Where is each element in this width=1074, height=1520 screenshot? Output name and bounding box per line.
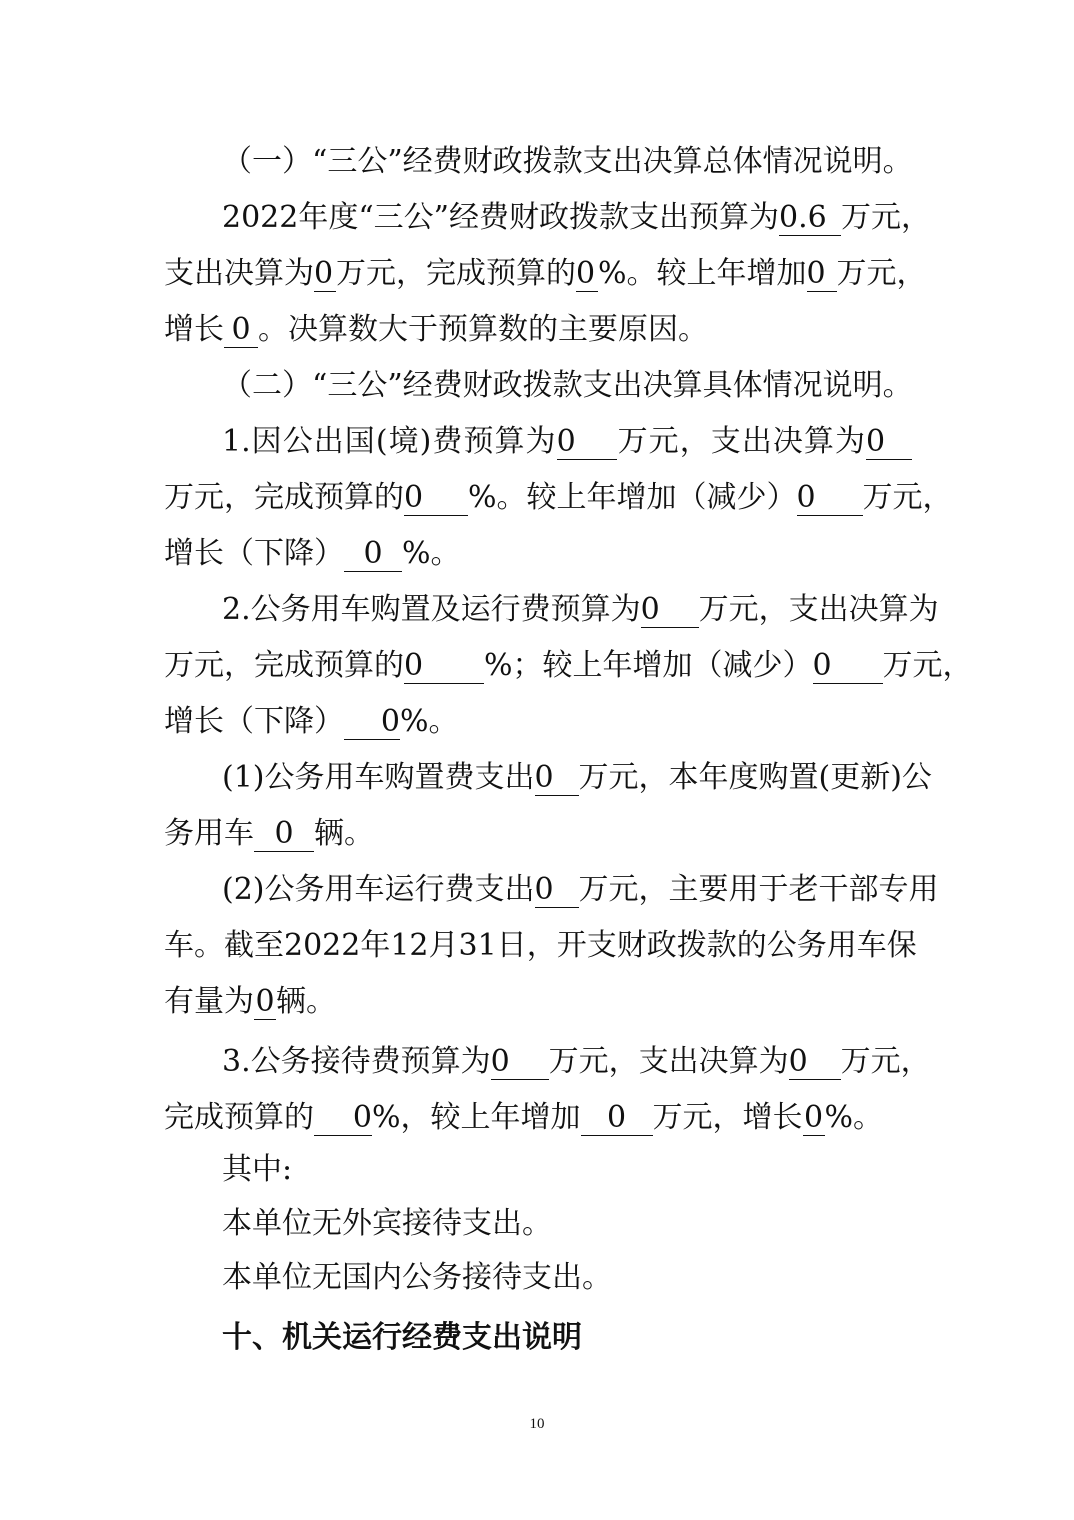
item-1-pct: 0: [404, 481, 468, 516]
notes-foreign: 本单位无外宾接待支出。: [222, 1206, 552, 1241]
section-10-heading: 十、机关运行经费支出说明: [222, 1320, 582, 1355]
item-2-line-3: 增长（下降） 0%。: [164, 704, 459, 739]
item-3-growth: 0: [803, 1100, 824, 1135]
item-3-pct: 0: [314, 1101, 372, 1136]
page-number: 10: [529, 1416, 545, 1432]
item-2-1-line-2: 务用车 0 辆。: [164, 816, 374, 851]
growth-value: 0: [224, 313, 258, 348]
item-2-line-1: 2.公务用车购置及运行费预算为0 万元，支出决算为: [222, 592, 939, 627]
section-2-title: （二）“三公”经费财政拨款支出决算具体情况说明。: [222, 368, 913, 403]
notes-domestic: 本单位无国内公务接待支出。: [222, 1260, 612, 1295]
item-2-2-line-3: 有量为0辆。: [164, 984, 336, 1019]
item-2-growth: 0: [344, 705, 400, 740]
item-2-2-line-1: (2)公务用车运行费支出0 万元，主要用于老干部专用: [222, 872, 939, 907]
budget-value: 0.6: [779, 201, 841, 236]
paragraph-1-line-1: 2022年度“三公”经费财政拨款支出预算为0.6 万元，: [222, 200, 932, 235]
purchase-amount: 0: [535, 761, 579, 796]
paragraph-1-line-2: 支出决算为0万元，完成预算的0%。较上年增加0 万元，: [164, 256, 927, 291]
paragraph-1-line-3: 增长 0 。决算数大于预算数的主要原因。: [164, 312, 708, 347]
vehicle-count: 0: [255, 984, 275, 1019]
item-1-line-3: 增长（下降） 0 %。: [164, 536, 461, 571]
item-2-budget: 0: [641, 593, 699, 628]
item-3-final: 0: [789, 1045, 841, 1080]
operation-amount: 0: [535, 873, 579, 908]
item-1-line-1: 1.因公出国(境)费预算为0 万元，支出决算为0: [222, 422, 912, 462]
increase-value: 0: [807, 257, 837, 292]
item-1-growth: 0: [344, 537, 402, 572]
item-3-line-2: 完成预算的 0%，较上年增加 0 万元，增长0%。: [164, 1100, 884, 1135]
item-3-increase: 0: [581, 1101, 653, 1136]
final-value: 0: [314, 257, 336, 292]
notes-label: 其中:: [222, 1152, 293, 1187]
item-1-final: 0: [866, 425, 912, 460]
item-2-increase: 0: [813, 649, 883, 684]
completion-pct: 0: [576, 257, 598, 292]
item-1-line-2: 万元，完成预算的0 %。较上年增加（减少）0 万元，: [164, 480, 953, 515]
item-3-budget: 0: [491, 1045, 549, 1080]
item-3-line-1: 3.公务接待费预算为0 万元，支出决算为0 万元，: [222, 1044, 931, 1079]
item-2-1-line-1: (1)公务用车购置费支出0 万元，本年度购置(更新)公: [222, 760, 932, 795]
item-2-line-2: 万元，完成预算的0 %；较上年增加（减少）0 万元，: [164, 648, 973, 683]
item-1-increase: 0: [797, 481, 863, 516]
purchase-count: 0: [254, 817, 314, 852]
item-2-pct: 0: [404, 649, 484, 684]
item-2-2-line-2: 车。截至2022年12月31日，开支财政拨款的公务用车保: [164, 928, 917, 963]
item-1-budget: 0: [557, 425, 617, 460]
section-1-title: （一）“三公”经费财政拨款支出决算总体情况说明。: [222, 144, 913, 179]
